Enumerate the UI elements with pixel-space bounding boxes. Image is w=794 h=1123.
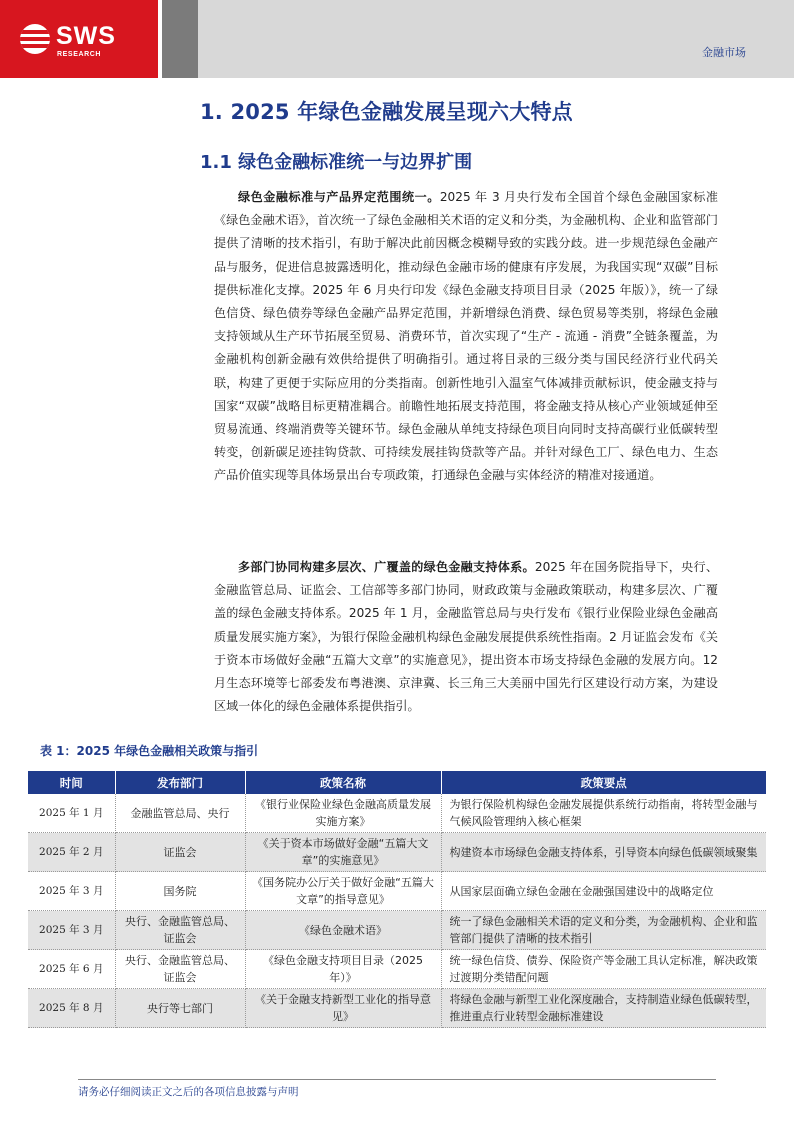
cell-points: 统一了绿色金融相关术语的定义和分类，为金融机构、企业和监管部门提供了清晰的技术指引 xyxy=(441,911,766,950)
column-header-points: 政策要点 xyxy=(441,771,766,794)
sws-logo-icon xyxy=(20,24,50,54)
cell-dept: 央行等七部门 xyxy=(115,989,245,1028)
column-header-date: 时间 xyxy=(28,771,115,794)
cell-dept: 国务院 xyxy=(115,872,245,911)
heading-1: 1. 2025 年绿色金融发展呈现六大特点 xyxy=(200,100,573,124)
cell-policy: 《国务院办公厅关于做好金融“五篇大文章”的指导意见》 xyxy=(245,872,441,911)
heading-1-1: 1.1 绿色金融标准统一与边界扩围 xyxy=(200,152,473,173)
table-row xyxy=(28,794,766,833)
table-row xyxy=(28,989,766,1028)
cell-date: 2025 年 1 月 xyxy=(28,794,115,833)
cell-points: 从国家层面确立绿色金融在金融强国建设中的战略定位 xyxy=(441,872,766,911)
table-row xyxy=(28,833,766,872)
cell-date: 2025 年 6 月 xyxy=(28,950,115,989)
cell-dept: 央行、金融监管总局、证监会 xyxy=(115,950,245,989)
cell-points: 统一绿色信贷、债券、保险资产等金融工具认定标准，解决政策过渡期分类错配问题 xyxy=(441,950,766,989)
cell-date: 2025 年 3 月 xyxy=(28,911,115,950)
paragraph-lead: 多部门协同构建多层次、广覆盖的绿色金融支持体系。 xyxy=(238,560,535,574)
table-row xyxy=(28,872,766,911)
table-row xyxy=(28,911,766,950)
paragraph xyxy=(214,556,718,718)
table-row xyxy=(28,950,766,989)
table-header-row xyxy=(28,771,766,794)
cell-points: 将绿色金融与新型工业化深度融合，支持制造业绿色低碳转型，推进重点行业转型金融标准建设 xyxy=(441,989,766,1028)
header-band xyxy=(198,0,794,78)
cell-date: 2025 年 2 月 xyxy=(28,833,115,872)
cell-dept: 央行、金融监管总局、证监会 xyxy=(115,911,245,950)
section-label: 金融市场 xyxy=(702,46,746,59)
cell-policy: 《绿色金融支持项目目录（2025 年）》 xyxy=(245,950,441,989)
cell-points: 为银行保险机构绿色金融发展提供系统行动指南，将转型金融与气候风险管理纳入核心框架 xyxy=(441,794,766,833)
paragraph-body: 2025 年 3 月央行发布全国首个绿色金融国家标准《绿色金融术语》，首次统一了绿色金融相关术语的定义和分类，为金融机构、企业和监管部门提供了清晰的技术指引，有助于解决此前因概念模糊导致的实践分歧。进一步规范绿色金融产品与服务，促进信息披露透明化，推动绿色金融市场的健康有序发展，为我国实现“双碳”目标提供标准化支撑。2025 年 6 月央行印发《绿色金融支持项目目录（2025 年版）》，统一了绿色信贷、绿色债券等绿色金融产品界定范围，并新增绿色消费、绿色贸易等类别，将绿色金融支持领域从生产环节拓展至贸易、消费环节，首次实现了“生产 - 流通 - 消费”全链条覆盖，为金融机构创新金融有效供给提供了明确指引。通过将目录的三级分类与国民经济行业代码关联，构建了更便于实际应用的分类指南。创新性地引入温室气体减排贡献标识，使金融支持与国家“双碳”战略目标更精准耦合。前瞻性地拓展支持范围，将金融支持从核心产业领域延伸至贸易流通、终端消费等关键环节。绿色金融从单纯支持绿色项目向同时支持高碳行业低碳转型转变，创新碳足迹挂钩贷款、可持续发展挂钩贷款等产品。并针对绿色工厂、绿色电力、生态产品价值实现等具体场景出台专项政策，打通绿色金融与实体经济的精准对接通道。 xyxy=(214,190,718,483)
cell-policy: 《关于金融支持新型工业化的指导意见》 xyxy=(245,989,441,1028)
footer-disclaimer: 请务必仔细阅读正文之后的各项信息披露与声明 xyxy=(78,1086,299,1098)
paragraph-body: 2025 年在国务院指导下，央行、金融监管总局、证监会、工信部等多部门协同，财政政策与金融政策联动，构建多层次、广覆盖的绿色金融支持体系。2025 年 1 月，金融监管总局与央行发布《银行业保险业绿色金融高质量发展实施方案》，为银行保险金融机构绿色金融发展提供系统性指南。2 月证监会发布《关于资本市场做好金融“五篇大文章”的实施意见》，提出资本市场支持绿色金融的发展方向。12 月生态环境等七部委发布粤港澳、京津冀、长三角三大美丽中国先行区建设行动方案，为建设区域一体化的绿色金融体系提供指引。 xyxy=(214,560,718,714)
paragraph-lead: 绿色金融标准与产品界定范围统一。 xyxy=(238,190,440,204)
cell-points: 构建资本市场绿色金融支持体系，引导资本向绿色低碳领域聚集 xyxy=(441,833,766,872)
column-header-policy: 政策名称 xyxy=(245,771,441,794)
cell-policy: 《银行业保险业绿色金融高质量发展实施方案》 xyxy=(245,794,441,833)
footer-divider xyxy=(78,1079,716,1080)
cell-policy: 《绿色金融术语》 xyxy=(245,911,441,950)
cell-dept: 证监会 xyxy=(115,833,245,872)
column-header-dept: 发布部门 xyxy=(115,771,245,794)
cell-policy: 《关于资本市场做好金融“五篇大文章”的实施意见》 xyxy=(245,833,441,872)
logo xyxy=(0,0,158,78)
cell-date: 2025 年 8 月 xyxy=(28,989,115,1028)
paragraph xyxy=(214,186,718,488)
table-caption: 表 1：2025 年绿色金融相关政策与指引 xyxy=(40,744,259,758)
logo-subtext: RESEARCH xyxy=(57,51,102,58)
header-accent-bar xyxy=(162,0,198,78)
logo-text: SWS xyxy=(56,22,116,50)
policy-table xyxy=(28,771,766,1028)
cell-dept: 金融监管总局、央行 xyxy=(115,794,245,833)
cell-date: 2025 年 3 月 xyxy=(28,872,115,911)
